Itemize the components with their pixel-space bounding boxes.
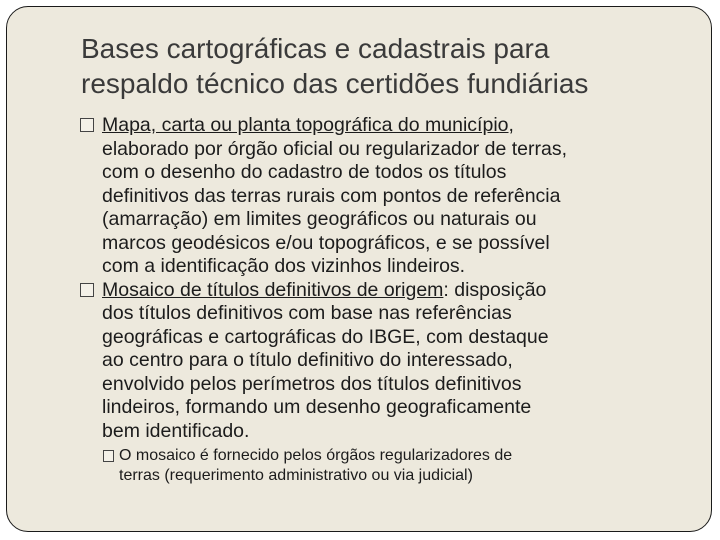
bullet-line: com a identificação dos vizinhos lindeiros. [102, 255, 466, 277]
checkbox-bullet-icon [80, 118, 94, 132]
title-line: respaldo técnico das certidões fundiárias [81, 68, 589, 99]
bullet-first-line [102, 114, 680, 138]
bullet-line: (amarração) em limites geográficos ou naturais ou [102, 208, 537, 230]
bullet-line: definitivos das terras rurais com pontos de referência [102, 184, 561, 207]
sub-bullet-line: O mosaico é fornecido pelos órgãos regularizadores de [119, 447, 513, 464]
slide-title [81, 31, 681, 101]
first-line-rest: : disposição [443, 278, 547, 301]
bullet-line: elaborado por órgão oficial ou regularizador de terras, [102, 137, 568, 160]
bullet-line: envolvido pelos perímetros dos títulos definitivos [102, 372, 522, 395]
sub-bullet-item [103, 446, 680, 486]
bullet-line: dos títulos definitivos com base nas referências [102, 302, 512, 324]
bullet-line: geográficas e cartográficas do IBGE, com destaque [102, 325, 549, 348]
sub-bullet-line: terras (requerimento administrativo ou via judicial) [119, 467, 473, 484]
bullet-item-mosaico [80, 279, 680, 444]
bullet-line: bem identificado. [102, 419, 250, 442]
bullet-item-mapa [80, 114, 680, 279]
checkbox-sub-bullet-icon [103, 450, 114, 462]
bullet-line: com o desenho do cadastro de todos os títulos [102, 161, 507, 183]
slide-body [80, 114, 680, 486]
bullet-line: ao centro para o título definitivo do interessado, [102, 349, 513, 371]
underlined-term: Mapa, carta ou planta topográfica do município [102, 114, 509, 136]
title-line: Bases cartográficas e cadastrais para [81, 33, 550, 64]
checkbox-bullet-icon [80, 283, 94, 297]
first-line-rest: , [508, 114, 514, 136]
bullet-first-line [102, 279, 680, 303]
underlined-term: Mosaico de títulos definitivos de origem [102, 278, 444, 301]
bullet-line: lindeiros, formando um desenho geograficamente [102, 396, 532, 418]
bullet-line: marcos geodésicos e/ou topográficos, e se possível [102, 231, 550, 254]
